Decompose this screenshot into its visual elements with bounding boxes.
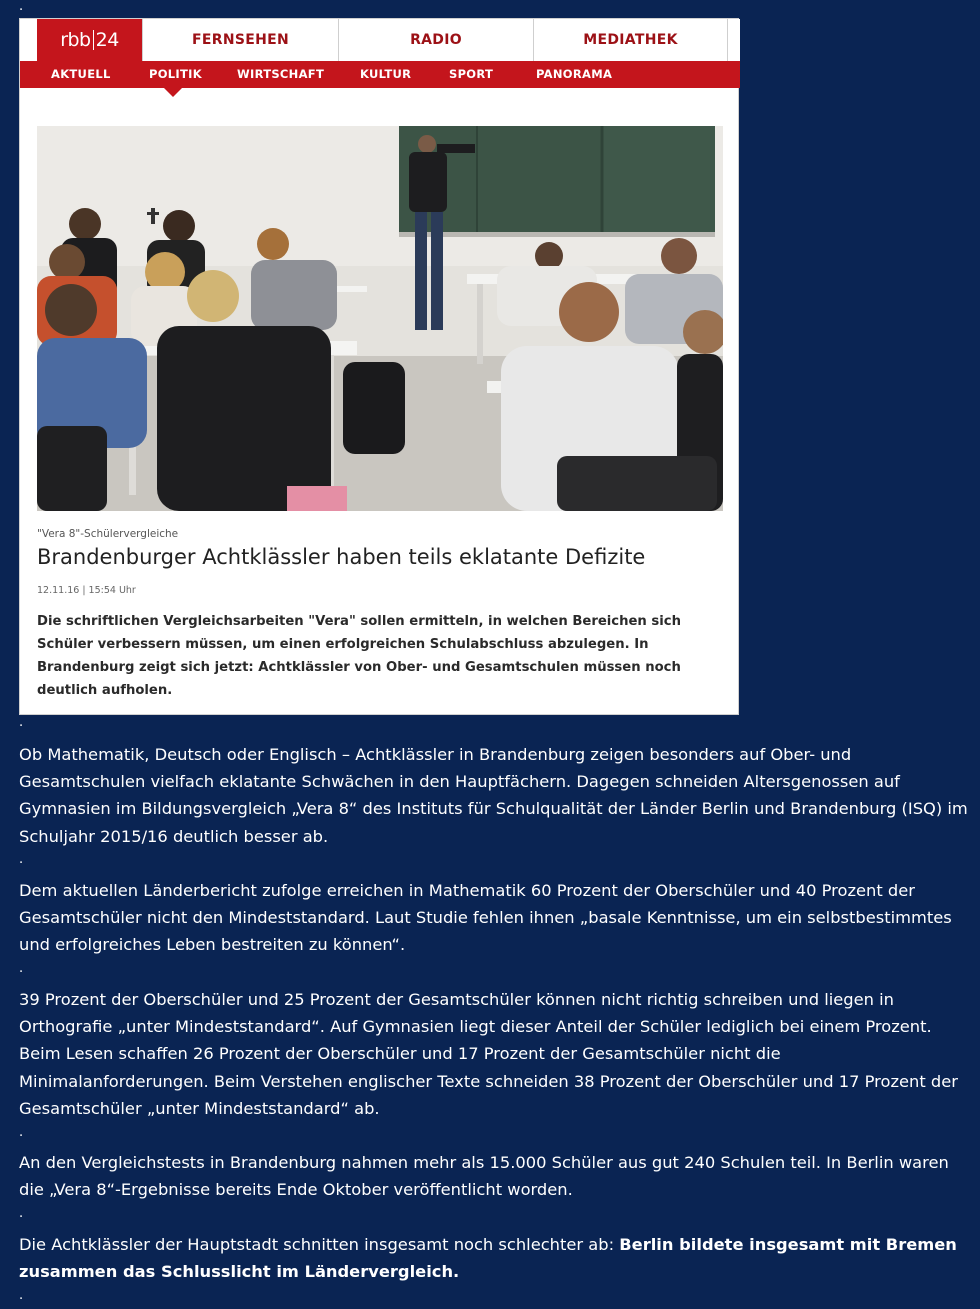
article-photo <box>37 126 723 511</box>
nav-wirtschaft[interactable]: WIRTSCHAFT <box>237 67 325 81</box>
nav-sport[interactable]: SPORT <box>449 67 494 81</box>
tab-mediathek[interactable]: MEDIATHEK <box>533 19 728 61</box>
classroom-photo <box>37 126 723 511</box>
nav-kultur[interactable]: KULTUR <box>360 67 412 81</box>
section-navigation <box>20 61 740 88</box>
separator-dot: . <box>19 1125 24 1140</box>
paragraph-5-text: Die Achtklässler der Hauptstadt schnitten insgesamt noch schlechter ab: <box>19 1235 620 1254</box>
separator-dot: . <box>19 0 24 14</box>
article-kicker: "Vera 8"-Schülervergleiche <box>37 528 179 540</box>
nav-panorama[interactable]: PANORAMA <box>536 67 613 81</box>
nav-politik[interactable]: POLITIK <box>149 67 202 81</box>
body-paragraph-1: Ob Mathematik, Deutsch oder Englisch – Achtklässler in Brandenburg zeigen besonders auf Ober- und Gesamtschulen vielfach eklatante Schwächen in den Hauptfächern. Dagegen schneiden Altersgenossen auf Gymnasien im Bildungsvergleich „Vera 8“ des Instituts für Schulqualität der Länder Berlin und Brandenburg (ISQ) im Schuljahr 2015/16 deutlich besser ab. <box>19 745 968 846</box>
separator-dot: . <box>19 852 24 867</box>
paragraph-5-emphasis: Berlin bildete insgesamt mit Bremen zusammen das Schlusslicht im Ländervergleich. <box>19 1235 957 1282</box>
tab-radio[interactable]: RADIO <box>338 19 533 61</box>
body-paragraph-4: An den Vergleichstests in Brandenburg nahmen mehr als 15.000 Schüler aus gut 240 Schulen teil. In Berlin waren die „Vera 8“-Ergebnisse bereits Ende Oktober veröffentlicht worden. <box>19 1153 949 1200</box>
article-headline[interactable]: Brandenburger Achtklässler haben teils eklatante Defizite <box>37 545 646 569</box>
article-screenshot-card <box>19 18 739 715</box>
separator-dot: . <box>19 961 24 976</box>
active-nav-indicator <box>164 88 182 97</box>
body-paragraph-3: 39 Prozent der Oberschüler und 25 Prozent der Gesamtschüler können nicht richtig schreiben und liegen in Orthografie „unter Mindeststandard“. Auf Gymnasien liegt dieser Anteil der Schüler lediglich bei einem Prozent. Beim Lesen schaffen 26 Prozent der Oberschüler und 17 Prozent der Gesamtschüler nicht die Minimalanforderungen. Beim Verstehen englischer Texte schneiden 38 Prozent der Oberschüler und 17 Prozent der Gesamtschüler „unter Mindeststandard“ ab. <box>19 990 958 1118</box>
article-timestamp: 12.11.16 | 15:54 Uhr <box>37 585 136 596</box>
body-paragraph-2: Dem aktuellen Länderbericht zufolge erreichen in Mathematik 60 Prozent der Oberschüler und 40 Prozent der Gesamtschüler nicht den Mindeststandard. Laut Studie fehlen ihnen „basale Kenntnisse, um ein selbstbestimmtes und erfolgreiches Leben bestreiten zu können“. <box>19 881 952 955</box>
body-paragraph-5 <box>19 1231 969 1285</box>
logo-text-left: rbb <box>60 29 91 51</box>
separator-dot: . <box>19 1288 24 1303</box>
rbb24-logo[interactable] <box>37 19 142 61</box>
top-navigation <box>20 19 740 62</box>
logo-text-right: 24 <box>95 29 119 51</box>
nav-aktuell[interactable]: AKTUELL <box>51 67 111 81</box>
separator-dot: . <box>19 715 24 730</box>
tab-fernsehen[interactable]: FERNSEHEN <box>142 19 338 61</box>
separator-dot: . <box>19 1206 24 1221</box>
article-lead: Die schriftlichen Vergleichsarbeiten "Vera" sollen ermitteln, in welchen Bereichen sich Schüler verbessern müssen, um einen erfolgreichen Schulabschluss abzulegen. In Brandenburg zeigt sich jetzt: Achtklässler von Ober- und Gesamtschulen müssen noch deutlich aufholen. <box>37 614 681 698</box>
